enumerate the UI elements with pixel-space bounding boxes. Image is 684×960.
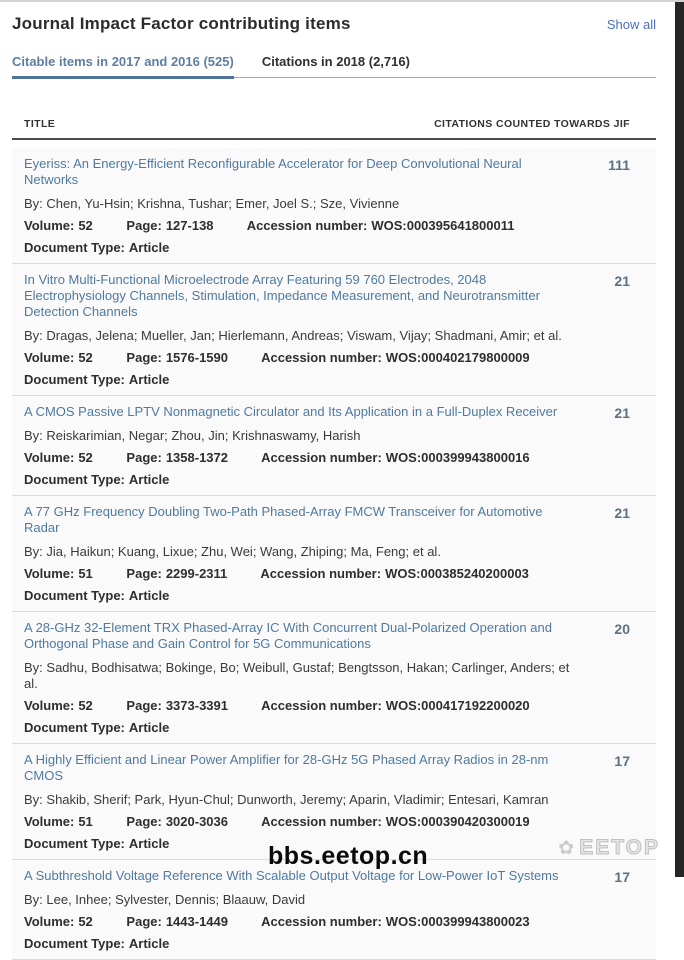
volume-label: Volume:: [24, 566, 75, 581]
accession-value: WOS:000385240200003: [385, 566, 529, 581]
volume-label: Volume:: [24, 698, 75, 713]
article-info: [12, 752, 592, 852]
volume-value: 51: [78, 814, 93, 829]
citation-count: 21: [614, 405, 630, 421]
table-row: [12, 612, 656, 744]
accession-field: [261, 814, 530, 829]
volume-value: 51: [78, 566, 93, 581]
document-type-label: Document Type:: [24, 588, 125, 603]
citation-count: 20: [614, 621, 630, 637]
article-meta: [24, 814, 578, 830]
accession-field: [260, 566, 529, 581]
volume-label: Volume:: [24, 350, 75, 365]
page-field: [126, 566, 227, 581]
volume-label: Volume:: [24, 218, 75, 233]
article-title-link[interactable]: A 28-GHz 32-Element TRX Phased-Array IC With Concurrent Dual-Polarized Operation and Orthogonal Phase and Gain Control for 5G Communications: [24, 620, 552, 651]
page-value: 1576-1590: [165, 350, 228, 365]
accession-label: Accession number:: [246, 218, 368, 233]
table-row: [12, 264, 656, 396]
citation-count: 17: [614, 753, 630, 769]
table-row: [12, 496, 656, 612]
table-row: [12, 860, 656, 960]
volume-label: Volume:: [24, 450, 75, 465]
tab-citations-2018[interactable]: Citations in 2018 (2,716): [261, 54, 410, 69]
page-field: [126, 914, 228, 929]
tab-citable-items[interactable]: Citable items in 2017 and 2016 (525): [12, 54, 234, 79]
volume-value: 52: [78, 914, 93, 929]
document-type-field: [24, 240, 578, 256]
article-authors: By: Shakib, Sherif; Park, Hyun-Chul; Dunworth, Jeremy; Aparin, Vladimir; Entesari, Kamran: [24, 792, 549, 807]
article-title-link[interactable]: A Highly Efficient and Linear Power Amplifier for 28-GHz 5G Phased Array Radios in 28-nm CMOS: [24, 752, 549, 783]
accession-field: [261, 350, 530, 365]
article-title-link[interactable]: In Vitro Multi-Functional Microelectrode Array Featuring 59 760 Electrodes, 2048 Electrophysiology Channels, Stimulation, Impedance Measurement, and Neurotransmitter Detection Channels: [24, 272, 540, 319]
article-meta: [24, 566, 578, 582]
volume-label: Volume:: [24, 914, 75, 929]
table-header: [12, 118, 656, 140]
article-info: [12, 156, 592, 256]
citation-count: 111: [608, 157, 630, 173]
document-type-label: Document Type:: [24, 720, 125, 735]
watermark-text: bbs.eetop.cn: [268, 842, 429, 870]
volume-label: Volume:: [24, 814, 75, 829]
tab-bar: [12, 54, 656, 78]
volume-value: 52: [78, 218, 93, 233]
volume-field: [24, 350, 93, 365]
volume-field: [24, 814, 93, 829]
document-type-field: [24, 372, 578, 388]
article-authors: By: Dragas, Jelena; Mueller, Jan; Hierlemann, Andreas; Viswam, Vijay; Shadmani, Amir; et al.: [24, 328, 562, 343]
accession-field: [261, 450, 530, 465]
screen-edge: [675, 2, 684, 877]
page-label: Page:: [126, 914, 162, 929]
article-meta: [24, 450, 578, 466]
volume-value: 52: [78, 450, 93, 465]
eetop-logo-text: EETOP: [579, 836, 660, 859]
accession-label: Accession number:: [261, 450, 382, 465]
article-meta: [24, 218, 578, 234]
page-value: 2299-2311: [165, 566, 228, 581]
column-header-title: TITLE: [24, 118, 56, 130]
document-type-label: Document Type:: [24, 936, 125, 951]
document-type-value: Article: [128, 936, 170, 951]
page-value: 3373-3391: [165, 698, 228, 713]
document-type-field: [24, 720, 578, 736]
volume-value: 52: [78, 350, 93, 365]
jif-contributing-items-page: [0, 2, 684, 960]
article-title-link[interactable]: A CMOS Passive LPTV Nonmagnetic Circulator and Its Application in a Full-Duplex Receiver: [24, 404, 558, 419]
page-value: 1358-1372: [165, 450, 228, 465]
page-label: Page:: [126, 450, 162, 465]
article-authors: By: Reiskarimian, Negar; Zhou, Jin; Krishnaswamy, Harish: [24, 428, 361, 443]
document-type-label: Document Type:: [24, 372, 125, 387]
page-label: Page:: [126, 566, 162, 581]
article-info: [12, 868, 592, 952]
document-type-label: Document Type:: [24, 836, 125, 851]
article-meta: [24, 698, 578, 714]
accession-value: WOS:000399943800023: [385, 914, 530, 929]
article-title-link[interactable]: A Subthreshold Voltage Reference With Scalable Output Voltage for Low-Power IoT Systems: [24, 868, 559, 883]
document-type-field: [24, 588, 578, 604]
page-field: [126, 814, 228, 829]
citation-count: 21: [614, 505, 630, 521]
page-field: [126, 698, 228, 713]
document-type-value: Article: [128, 240, 170, 255]
page-value: 127-138: [165, 218, 214, 233]
document-type-label: Document Type:: [24, 240, 125, 255]
article-authors: By: Lee, Inhee; Sylvester, Dennis; Blaauw, David: [24, 892, 306, 907]
document-type-label: Document Type:: [24, 472, 125, 487]
sunburst-icon: ✿: [558, 837, 575, 859]
show-all-link[interactable]: Show all: [606, 17, 656, 32]
article-authors: By: Chen, Yu-Hsin; Krishna, Tushar; Emer, Joel S.; Sze, Vivienne: [24, 196, 400, 211]
accession-label: Accession number:: [261, 814, 382, 829]
page-value: 3020-3036: [165, 814, 228, 829]
page-header: [12, 8, 656, 38]
volume-field: [24, 450, 93, 465]
page-title: Journal Impact Factor contributing items: [12, 14, 351, 33]
accession-label: Accession number:: [261, 698, 382, 713]
volume-field: [24, 218, 93, 233]
article-title-link[interactable]: A 77 GHz Frequency Doubling Two-Path Phased-Array FMCW Transceiver for Automotive Radar: [24, 504, 543, 535]
article-info: [12, 504, 592, 604]
article-meta: [24, 350, 578, 366]
volume-field: [24, 914, 93, 929]
citation-count: 17: [614, 869, 630, 885]
accession-label: Accession number:: [261, 914, 382, 929]
accession-value: WOS:000395641800011: [371, 218, 515, 233]
page-field: [126, 450, 228, 465]
document-type-field: [24, 936, 578, 952]
article-authors: By: Jia, Haikun; Kuang, Lixue; Zhu, Wei; Wang, Zhiping; Ma, Feng; et al.: [24, 544, 441, 559]
eetop-logo: [558, 836, 660, 860]
document-type-value: Article: [128, 720, 170, 735]
document-type-field: [24, 472, 578, 488]
table-row: [12, 148, 656, 264]
accession-value: WOS:000399943800016: [385, 450, 530, 465]
document-type-value: Article: [128, 588, 170, 603]
document-type-value: Article: [128, 372, 170, 387]
table-row: [12, 396, 656, 496]
page-field: [126, 218, 213, 233]
document-type-value: Article: [128, 836, 170, 851]
accession-field: [261, 698, 530, 713]
accession-value: WOS:000390420300019: [385, 814, 530, 829]
citation-count: 21: [614, 273, 630, 289]
volume-value: 52: [78, 698, 93, 713]
accession-label: Accession number:: [261, 350, 382, 365]
document-type-value: Article: [128, 472, 170, 487]
article-info: [12, 404, 592, 488]
page-label: Page:: [126, 698, 162, 713]
accession-field: [247, 218, 515, 233]
volume-field: [24, 566, 93, 581]
page-field: [126, 350, 228, 365]
article-meta: [24, 914, 578, 930]
page-label: Page:: [126, 350, 162, 365]
volume-field: [24, 698, 93, 713]
accession-label: Accession number:: [260, 566, 382, 581]
accession-value: WOS:000417192200020: [385, 698, 530, 713]
article-title-link[interactable]: Eyeriss: An Energy-Efficient Reconfigurable Accelerator for Deep Convolutional Neural Networks: [24, 156, 522, 187]
article-info: [12, 620, 592, 736]
page-value: 1443-1449: [165, 914, 228, 929]
accession-field: [261, 914, 530, 929]
column-header-citations: CITATIONS COUNTED TOWARDS JIF: [434, 118, 630, 130]
page-label: Page:: [126, 218, 162, 233]
accession-value: WOS:000402179800009: [385, 350, 530, 365]
article-authors: By: Sadhu, Bodhisatwa; Bokinge, Bo; Weibull, Gustaf; Bengtsson, Hakan; Carlinger, Anders; et al.: [24, 660, 570, 691]
article-info: [12, 272, 592, 388]
page-label: Page:: [126, 814, 162, 829]
